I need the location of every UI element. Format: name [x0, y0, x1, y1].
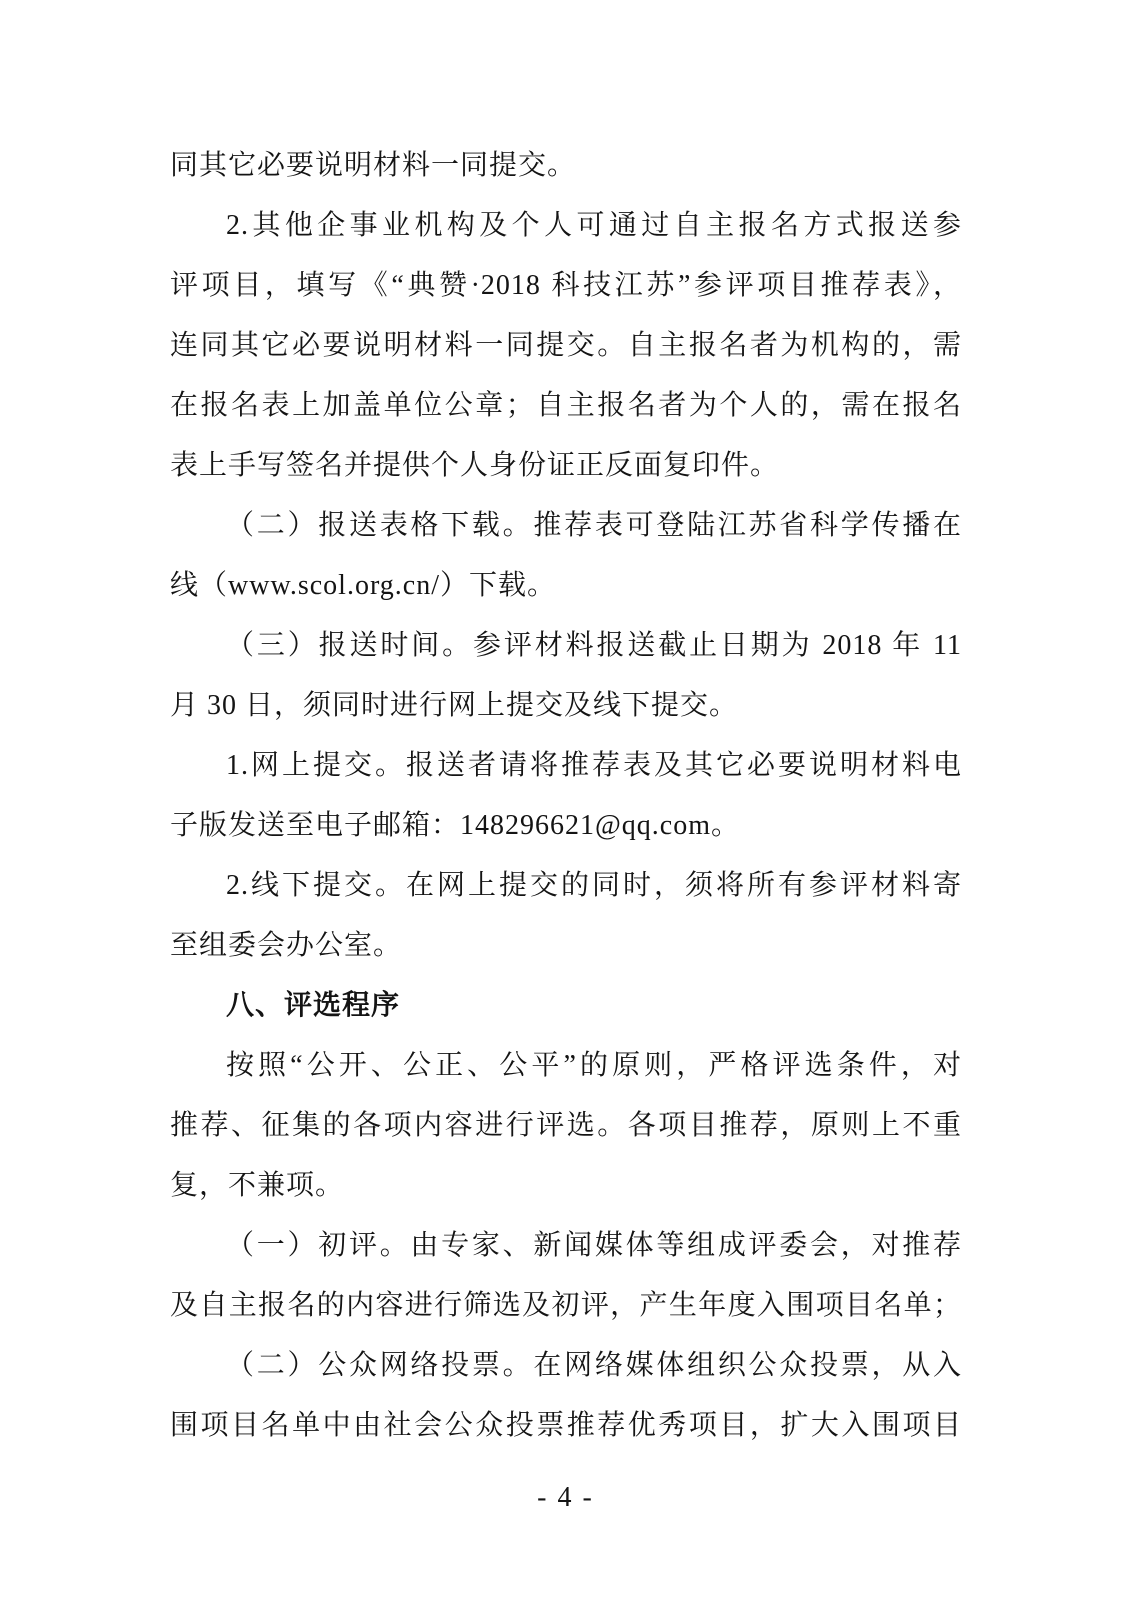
text-line: 在报名表上加盖单位公章；自主报名者为个人的，需在报名	[170, 390, 962, 421]
text-line: 表上手写签名并提供个人身份证正反面复印件。	[170, 450, 780, 481]
text-line: 及自主报名的内容进行筛选及初评，产生年度入围项目名单；	[170, 1290, 962, 1321]
text-line: 围项目名单中由社会公众投票推荐优秀项目，扩大入围项目	[170, 1410, 962, 1441]
text-line: 复，不兼项。	[170, 1170, 345, 1201]
section-heading-line: 八、评选程序	[226, 990, 401, 1021]
text-line: 推荐、征集的各项内容进行评选。各项目推荐，原则上不重	[170, 1110, 962, 1141]
text-line: 2.线下提交。在网上提交的同时，须将所有参评材料寄	[226, 870, 962, 901]
text-line: （二）公众网络投票。在网络媒体组织公众投票，从入	[226, 1350, 962, 1381]
text-line: 线（www.scol.org.cn/）下载。	[170, 570, 556, 601]
page-number: - 4 -	[537, 1482, 594, 1513]
text-line: 按照“公开、公正、公平”的原则，严格评选条件，对	[226, 1050, 962, 1081]
text-line: 2.其他企事业机构及个人可通过自主报名方式报送参	[226, 210, 962, 241]
text-line: 评项目，填写《“典赞·2018 科技江苏”参评项目推荐表》，	[170, 270, 962, 301]
text-line: 月 30 日，须同时进行网上提交及线下提交。	[170, 690, 739, 721]
text-line: 连同其它必要说明材料一同提交。自主报名者为机构的，需	[170, 330, 962, 361]
text-line: 子版发送至电子邮箱：148296621@qq.com。	[170, 810, 740, 841]
text-line: （三）报送时间。参评材料报送截止日期为 2018 年 11	[226, 630, 962, 661]
text-line: 至组委会办公室。	[170, 930, 403, 961]
text-line: （二）报送表格下载。推荐表可登陆江苏省科学传播在	[226, 510, 962, 541]
text-line: 1.网上提交。报送者请将推荐表及其它必要说明材料电	[226, 750, 962, 781]
text-line: 同其它必要说明材料一同提交。	[170, 150, 577, 181]
document-body	[170, 136, 962, 1456]
text-line: （一）初评。由专家、新闻媒体等组成评委会，对推荐	[226, 1230, 962, 1261]
